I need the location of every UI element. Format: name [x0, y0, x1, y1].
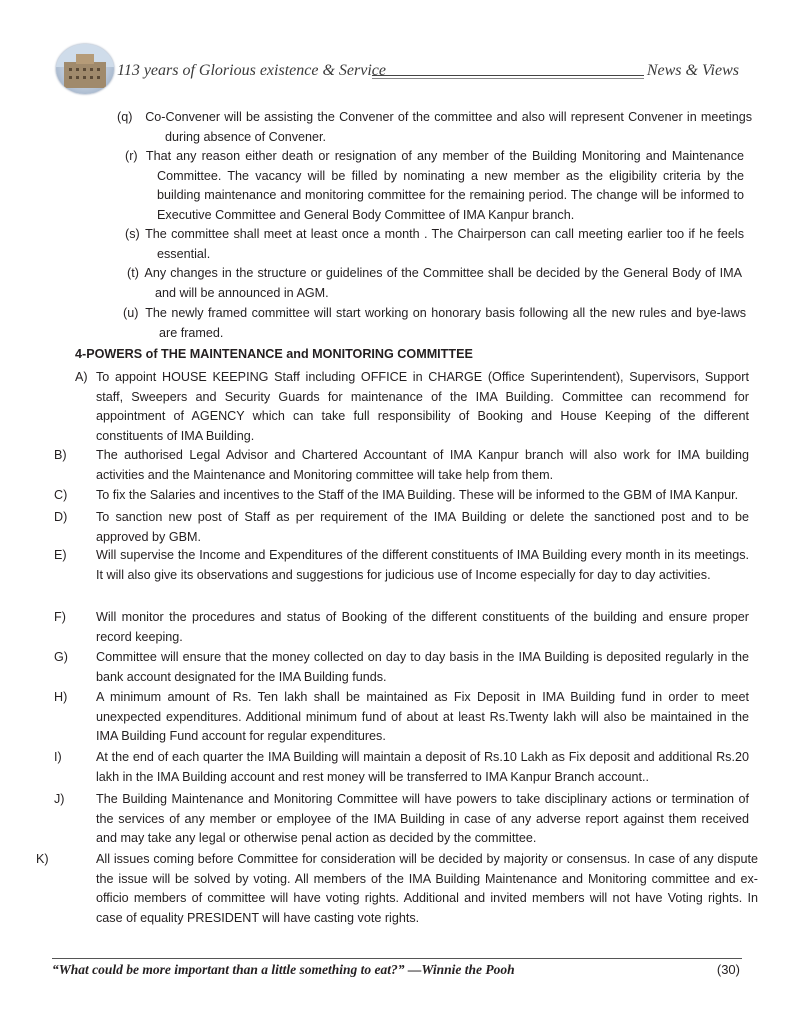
power-item-f	[54, 608, 749, 647]
power-label: B)	[54, 448, 67, 462]
power-item-c	[54, 486, 749, 506]
power-item-e	[54, 546, 749, 585]
clause-text: Co-Convener will be assisting the Convener of the committee and also will represent Convener in meetings during absence of Convener.	[145, 110, 753, 144]
section-title: 4-POWERS of THE MAINTENANCE and MONITORING COMMITTEE	[75, 347, 473, 361]
power-item-h	[54, 688, 749, 747]
header-section-title: News & Views	[646, 62, 739, 79]
clause-text: The committee shall meet at least once a month . The Chairperson can call meeting earlier too if he feels essential.	[145, 227, 745, 261]
header-rule-secondary	[372, 78, 644, 79]
power-text: Will supervise the Income and Expenditures of the different constituents of IMA Building every month in its meetings. It will also give its observations and suggestions for judicious use of Income especially for day to day activities.	[96, 548, 749, 582]
clause-text: Any changes in the structure or guidelines of the Committee shall be decided by the General Body of IMA and will be announced in AGM.	[144, 266, 742, 300]
power-item-k	[36, 850, 758, 928]
power-text: To fix the Salaries and incentives to the Staff of the IMA Building. These will be informed to the GBM of IMA Kanpur.	[96, 488, 739, 502]
power-text: At the end of each quarter the IMA Building will maintain a deposit of Rs.10 Lakh as Fix deposit and additional Rs.20 lakh in the IMA Building account and rest money will be transferred to IMA Kanpur Branch account..	[96, 750, 749, 784]
clause-r: (r) That any reason either death or resignation of any member of the Building Monitoring and Maintenance Committee. The vacancy will be filled by nominating a new member as the eligibility criteria by the building maintenance and monitoring committee for the remaining period. The change will be informed to Executive Committee and General Body Committee of IMA Kanpur branch.	[125, 149, 744, 222]
power-item-i	[54, 748, 749, 787]
power-item-b	[54, 446, 749, 485]
power-item-d	[54, 508, 749, 547]
power-text: The authorised Legal Advisor and Chartered Accountant of IMA Kanpur branch will also work for IMA building activities and the Maintenance and Monitoring committee will take help from them.	[96, 448, 749, 482]
power-text: Will monitor the procedures and status of Booking of the different constituents of the building and ensure proper record keeping.	[96, 610, 749, 644]
header-tagline: 113 years of Glorious existence & Service	[117, 62, 386, 79]
clause-text: The newly framed committee will start working on honorary basis following all the new rules and bye-laws are framed.	[145, 306, 746, 340]
power-label: A)	[75, 370, 88, 384]
power-text: To appoint HOUSE KEEPING Staff including OFFICE in CHARGE (Office Superintendent), Supervisors, Support staff, Sweepers and Security Guards for maintenance of the IMA Building. Committee can recommend for appointment of AGENCY which can take full responsibility of Booking and House Keeping of the different constituents of IMA Building.	[96, 370, 749, 443]
power-text: To sanction new post of Staff as per requirement of the IMA Building or delete the sanctioned post and to be approved by GBM.	[96, 510, 749, 544]
clause-text: That any reason either death or resignation of any member of the Building Monitoring and Maintenance Committee. The vacancy will be filled by nominating a new member as the eligibility criteria by the building maintenance and monitoring committee for the remaining period. The change will be informed to Executive Committee and General Body Committee of IMA Kanpur branch.	[145, 149, 744, 222]
power-text: The Building Maintenance and Monitoring Committee will have powers to take disciplinary actions or termination of the services of any member or employee of the IMA Building in case of any adverse report against them received and may take any legal or otherwise penal action as decided by the committee.	[96, 792, 749, 846]
page-header	[0, 0, 796, 100]
clause-t: (t) Any changes in the structure or guidelines of the Committee shall be decided by the General Body of IMA and will be announced in AGM.	[127, 266, 742, 300]
power-text: Committee will ensure that the money collected on day to day basis in the IMA Building is deposited regularly in the bank account designated for the IMA Building funds.	[96, 650, 749, 684]
footer-quote: “What could be more important than a little something to eat?” —Winnie the Pooh	[52, 962, 515, 977]
power-label: D)	[54, 510, 68, 524]
power-label: I)	[54, 750, 62, 764]
power-label: H)	[54, 690, 68, 704]
power-label: K)	[36, 852, 49, 866]
power-label: C)	[54, 488, 68, 502]
building-logo	[56, 44, 114, 94]
footer-rule	[52, 958, 742, 959]
power-text: All issues coming before Committee for consideration will be decided by majority or consensus. In case of any dispute the issue will be solved by voting. All members of the IMA Building Maintenance and Monitoring committee and ex-officio members of committee will have voting rights. Additional and invited members will not have Voting rights. In case of equality PRESIDENT will have casting vote rights.	[96, 852, 758, 925]
clause-q: (q) Co-Convener will be assisting the Convener of the committee and also will represent Convener in meetings during absence of Convener.	[117, 110, 753, 144]
power-text: A minimum amount of Rs. Ten lakh shall be maintained as Fix Deposit in IMA Building fund in order to meet unexpected expenditures. Additional minimum fund of about at least Rs.Twenty lakh will also be maintained in the IMA Building Fund account for regular expenditures.	[96, 690, 749, 744]
power-item-g	[54, 648, 749, 687]
power-label: G)	[54, 650, 68, 664]
header-rule	[372, 75, 644, 76]
power-item-a	[75, 368, 749, 446]
clause-s: (s) The committee shall meet at least once a month . The Chairperson can call meeting earlier too if he feels essential.	[125, 227, 745, 261]
page-number: (30)	[716, 962, 740, 977]
power-label: E)	[54, 548, 67, 562]
clause-u: (u) The newly framed committee will start working on honorary basis following all the new rules and bye-laws are framed.	[123, 306, 746, 340]
power-item-j	[54, 790, 749, 849]
power-label: F)	[54, 610, 66, 624]
power-label: J)	[54, 792, 65, 806]
